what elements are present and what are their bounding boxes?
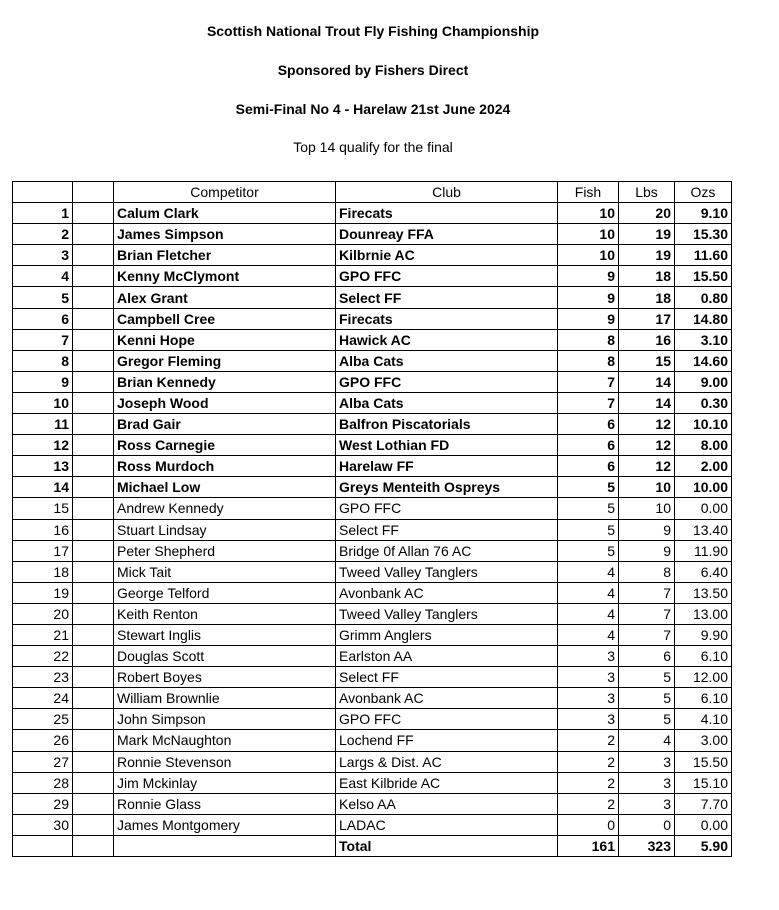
club-cell: Greys Menteith Ospreys	[336, 477, 558, 498]
blank-cell	[73, 582, 114, 603]
position-cell: 12	[13, 435, 73, 456]
header-ozs: Ozs	[675, 182, 732, 203]
page-title: Scottish National Trout Fly Fishing Championship	[206, 23, 540, 39]
ozs-cell: 12.00	[675, 667, 732, 688]
lbs-cell: 3	[619, 772, 675, 793]
table-row	[13, 308, 732, 329]
club-cell: Tweed Valley Tanglers	[336, 561, 558, 582]
table-row	[13, 814, 732, 835]
club-cell: Earlston AA	[336, 646, 558, 667]
lbs-cell: 10	[619, 498, 675, 519]
club-cell: Firecats	[336, 308, 558, 329]
ozs-cell: 11.90	[675, 540, 732, 561]
ozs-cell: 9.10	[675, 203, 732, 224]
blank-cell	[73, 414, 114, 435]
club-cell: GPO FFC	[336, 371, 558, 392]
competitor-cell: James Montgomery	[114, 814, 336, 835]
fish-cell: 8	[558, 329, 619, 350]
blank-cell	[73, 266, 114, 287]
competitor-cell: Ross Murdoch	[114, 456, 336, 477]
ozs-cell: 14.60	[675, 350, 732, 371]
club-cell: LADAC	[336, 814, 558, 835]
position-cell: 17	[13, 540, 73, 561]
ozs-cell: 15.50	[675, 751, 732, 772]
fish-cell: 4	[558, 582, 619, 603]
blank-cell	[73, 329, 114, 350]
blank-cell	[73, 519, 114, 540]
lbs-cell: 12	[619, 414, 675, 435]
ozs-cell: 15.10	[675, 772, 732, 793]
competitor-cell: Gregor Fleming	[114, 350, 336, 371]
table-row	[13, 371, 732, 392]
position-cell: 23	[13, 667, 73, 688]
blank-cell	[73, 224, 114, 245]
total-blank-competitor	[114, 835, 336, 856]
lbs-cell: 9	[619, 519, 675, 540]
ozs-cell: 0.00	[675, 814, 732, 835]
fish-cell: 9	[558, 266, 619, 287]
table-row	[13, 667, 732, 688]
fish-cell: 3	[558, 646, 619, 667]
blank-cell	[73, 392, 114, 413]
fish-cell: 2	[558, 793, 619, 814]
ozs-cell: 15.50	[675, 266, 732, 287]
blank-cell	[73, 350, 114, 371]
lbs-cell: 5	[619, 709, 675, 730]
table-row	[13, 435, 732, 456]
competitor-cell: Robert Boyes	[114, 667, 336, 688]
club-cell: Hawick AC	[336, 329, 558, 350]
blank-cell	[73, 688, 114, 709]
blank-cell	[73, 477, 114, 498]
ozs-cell: 3.00	[675, 730, 732, 751]
table-row	[13, 329, 732, 350]
header-competitor: Competitor	[114, 182, 336, 203]
competitor-cell: Andrew Kennedy	[114, 498, 336, 519]
fish-cell: 4	[558, 603, 619, 624]
competitor-cell: Peter Shepherd	[114, 540, 336, 561]
ozs-cell: 13.40	[675, 519, 732, 540]
fish-cell: 2	[558, 751, 619, 772]
position-cell: 13	[13, 456, 73, 477]
table-row	[13, 688, 732, 709]
club-cell: Select FF	[336, 287, 558, 308]
lbs-cell: 18	[619, 287, 675, 308]
ozs-cell: 2.00	[675, 456, 732, 477]
blank-cell	[73, 540, 114, 561]
fish-cell: 8	[558, 350, 619, 371]
fish-cell: 7	[558, 371, 619, 392]
table-row	[13, 751, 732, 772]
fish-cell: 6	[558, 414, 619, 435]
header-lbs: Lbs	[619, 182, 675, 203]
table-row	[13, 582, 732, 603]
blank-cell	[73, 435, 114, 456]
total-ozs: 5.90	[675, 835, 732, 856]
table-row	[13, 287, 732, 308]
blank-cell	[73, 603, 114, 624]
ozs-cell: 4.10	[675, 709, 732, 730]
header-blank	[73, 182, 114, 203]
fish-cell: 10	[558, 224, 619, 245]
competitor-cell: Ronnie Glass	[114, 793, 336, 814]
club-cell: Balfron Piscatorials	[336, 414, 558, 435]
table-row	[13, 709, 732, 730]
competitor-cell: John Simpson	[114, 709, 336, 730]
position-cell: 25	[13, 709, 73, 730]
header-row	[13, 182, 732, 203]
total-fish: 161	[558, 835, 619, 856]
competitor-cell: George Telford	[114, 582, 336, 603]
club-cell: Firecats	[336, 203, 558, 224]
fish-cell: 5	[558, 519, 619, 540]
fish-cell: 6	[558, 456, 619, 477]
club-cell: GPO FFC	[336, 498, 558, 519]
ozs-cell: 13.00	[675, 603, 732, 624]
blank-cell	[73, 772, 114, 793]
position-cell: 20	[13, 603, 73, 624]
club-cell: Largs & Dist. AC	[336, 751, 558, 772]
position-cell: 11	[13, 414, 73, 435]
position-cell: 27	[13, 751, 73, 772]
club-cell: Kelso AA	[336, 793, 558, 814]
lbs-cell: 12	[619, 435, 675, 456]
ozs-cell: 7.70	[675, 793, 732, 814]
lbs-cell: 12	[619, 456, 675, 477]
club-cell: Alba Cats	[336, 392, 558, 413]
club-cell: Alba Cats	[336, 350, 558, 371]
table-row	[13, 245, 732, 266]
ozs-cell: 8.00	[675, 435, 732, 456]
blank-cell	[73, 456, 114, 477]
lbs-cell: 7	[619, 582, 675, 603]
competitor-cell: Douglas Scott	[114, 646, 336, 667]
ozs-cell: 9.90	[675, 624, 732, 645]
lbs-cell: 17	[619, 308, 675, 329]
competitor-cell: Jim Mckinlay	[114, 772, 336, 793]
lbs-cell: 7	[619, 603, 675, 624]
fish-cell: 6	[558, 435, 619, 456]
qualify-note: Top 14 qualify for the final	[293, 139, 453, 155]
lbs-cell: 15	[619, 350, 675, 371]
position-cell: 4	[13, 266, 73, 287]
club-cell: GPO FFC	[336, 266, 558, 287]
results-table	[12, 181, 732, 857]
competitor-cell: Mark McNaughton	[114, 730, 336, 751]
table-row	[13, 203, 732, 224]
position-cell: 16	[13, 519, 73, 540]
ozs-cell: 15.30	[675, 224, 732, 245]
position-cell: 30	[13, 814, 73, 835]
position-cell: 1	[13, 203, 73, 224]
total-row	[13, 835, 732, 856]
fish-cell: 10	[558, 245, 619, 266]
competitor-cell: Brian Fletcher	[114, 245, 336, 266]
table-row	[13, 414, 732, 435]
table-row	[13, 392, 732, 413]
competitor-cell: Keith Renton	[114, 603, 336, 624]
total-blank-pos	[13, 835, 73, 856]
lbs-cell: 0	[619, 814, 675, 835]
lbs-cell: 19	[619, 224, 675, 245]
competitor-cell: Calum Clark	[114, 203, 336, 224]
fish-cell: 3	[558, 667, 619, 688]
ozs-cell: 13.50	[675, 582, 732, 603]
competitor-cell: Kenny McClymont	[114, 266, 336, 287]
club-cell: Bridge 0f Allan 76 AC	[336, 540, 558, 561]
fish-cell: 3	[558, 709, 619, 730]
position-cell: 7	[13, 329, 73, 350]
blank-cell	[73, 371, 114, 392]
lbs-cell: 6	[619, 646, 675, 667]
table-row	[13, 646, 732, 667]
blank-cell	[73, 287, 114, 308]
blank-cell	[73, 793, 114, 814]
lbs-cell: 5	[619, 667, 675, 688]
sponsor-line: Sponsored by Fishers Direct	[277, 62, 469, 78]
blank-cell	[73, 814, 114, 835]
fish-cell: 3	[558, 688, 619, 709]
club-cell: Kilbrnie AC	[336, 245, 558, 266]
fish-cell: 9	[558, 287, 619, 308]
total-blank	[73, 835, 114, 856]
ozs-cell: 11.60	[675, 245, 732, 266]
ozs-cell: 0.00	[675, 498, 732, 519]
blank-cell	[73, 624, 114, 645]
ozs-cell: 10.00	[675, 477, 732, 498]
competitor-cell: Stuart Lindsay	[114, 519, 336, 540]
fish-cell: 2	[558, 730, 619, 751]
position-cell: 10	[13, 392, 73, 413]
table-row	[13, 477, 732, 498]
table-row	[13, 793, 732, 814]
lbs-cell: 18	[619, 266, 675, 287]
fish-cell: 0	[558, 814, 619, 835]
competitor-cell: Joseph Wood	[114, 392, 336, 413]
competitor-cell: William Brownlie	[114, 688, 336, 709]
club-cell: Grimm Anglers	[336, 624, 558, 645]
blank-cell	[73, 308, 114, 329]
position-cell: 6	[13, 308, 73, 329]
position-cell: 3	[13, 245, 73, 266]
position-cell: 28	[13, 772, 73, 793]
header-fish: Fish	[558, 182, 619, 203]
total-label: Total	[336, 835, 558, 856]
competitor-cell: Mick Tait	[114, 561, 336, 582]
lbs-cell: 10	[619, 477, 675, 498]
ozs-cell: 14.80	[675, 308, 732, 329]
ozs-cell: 3.10	[675, 329, 732, 350]
lbs-cell: 19	[619, 245, 675, 266]
blank-cell	[73, 751, 114, 772]
ozs-cell: 6.10	[675, 688, 732, 709]
table-row	[13, 603, 732, 624]
position-cell: 18	[13, 561, 73, 582]
blank-cell	[73, 245, 114, 266]
lbs-cell: 14	[619, 392, 675, 413]
blank-cell	[73, 646, 114, 667]
club-cell: West Lothian FD	[336, 435, 558, 456]
fish-cell: 4	[558, 561, 619, 582]
club-cell: Select FF	[336, 667, 558, 688]
lbs-cell: 16	[619, 329, 675, 350]
lbs-cell: 9	[619, 540, 675, 561]
total-lbs: 323	[619, 835, 675, 856]
position-cell: 26	[13, 730, 73, 751]
lbs-cell: 14	[619, 371, 675, 392]
table-row	[13, 456, 732, 477]
table-row	[13, 266, 732, 287]
position-cell: 9	[13, 371, 73, 392]
competitor-cell: Ronnie Stevenson	[114, 751, 336, 772]
table-row	[13, 772, 732, 793]
event-title: Semi-Final No 4 - Harelaw 21st June 2024	[235, 101, 511, 117]
lbs-cell: 5	[619, 688, 675, 709]
club-cell: GPO FFC	[336, 709, 558, 730]
header-club: Club	[336, 182, 558, 203]
position-cell: 2	[13, 224, 73, 245]
table-row	[13, 350, 732, 371]
blank-cell	[73, 561, 114, 582]
table-row	[13, 519, 732, 540]
competitor-cell: Campbell Cree	[114, 308, 336, 329]
table-row	[13, 561, 732, 582]
club-cell: Harelaw FF	[336, 456, 558, 477]
position-cell: 29	[13, 793, 73, 814]
position-cell: 5	[13, 287, 73, 308]
ozs-cell: 9.00	[675, 371, 732, 392]
fish-cell: 4	[558, 624, 619, 645]
ozs-cell: 6.40	[675, 561, 732, 582]
competitor-cell: Michael Low	[114, 477, 336, 498]
header-pos	[13, 182, 73, 203]
club-cell: East Kilbride AC	[336, 772, 558, 793]
lbs-cell: 20	[619, 203, 675, 224]
lbs-cell: 3	[619, 793, 675, 814]
fish-cell: 9	[558, 308, 619, 329]
club-cell: Select FF	[336, 519, 558, 540]
position-cell: 15	[13, 498, 73, 519]
club-cell: Dounreay FFA	[336, 224, 558, 245]
lbs-cell: 4	[619, 730, 675, 751]
competitor-cell: Stewart Inglis	[114, 624, 336, 645]
blank-cell	[73, 709, 114, 730]
club-cell: Avonbank AC	[336, 582, 558, 603]
competitor-cell: Brian Kennedy	[114, 371, 336, 392]
position-cell: 14	[13, 477, 73, 498]
table-row	[13, 540, 732, 561]
fish-cell: 2	[558, 772, 619, 793]
competitor-cell: Alex Grant	[114, 287, 336, 308]
blank-cell	[73, 498, 114, 519]
table-row	[13, 730, 732, 751]
ozs-cell: 0.80	[675, 287, 732, 308]
competitor-cell: James Simpson	[114, 224, 336, 245]
club-cell: Tweed Valley Tanglers	[336, 603, 558, 624]
position-cell: 8	[13, 350, 73, 371]
blank-cell	[73, 203, 114, 224]
competitor-cell: Kenni Hope	[114, 329, 336, 350]
ozs-cell: 10.10	[675, 414, 732, 435]
position-cell: 24	[13, 688, 73, 709]
fish-cell: 5	[558, 477, 619, 498]
table-row	[13, 624, 732, 645]
lbs-cell: 3	[619, 751, 675, 772]
position-cell: 19	[13, 582, 73, 603]
ozs-cell: 6.10	[675, 646, 732, 667]
fish-cell: 5	[558, 498, 619, 519]
ozs-cell: 0.30	[675, 392, 732, 413]
table-row	[13, 224, 732, 245]
competitor-cell: Ross Carnegie	[114, 435, 336, 456]
blank-cell	[73, 730, 114, 751]
lbs-cell: 7	[619, 624, 675, 645]
fish-cell: 7	[558, 392, 619, 413]
fish-cell: 10	[558, 203, 619, 224]
position-cell: 21	[13, 624, 73, 645]
club-cell: Lochend FF	[336, 730, 558, 751]
competitor-cell: Brad Gair	[114, 414, 336, 435]
position-cell: 22	[13, 646, 73, 667]
club-cell: Avonbank AC	[336, 688, 558, 709]
table-row	[13, 498, 732, 519]
fish-cell: 5	[558, 540, 619, 561]
blank-cell	[73, 667, 114, 688]
lbs-cell: 8	[619, 561, 675, 582]
